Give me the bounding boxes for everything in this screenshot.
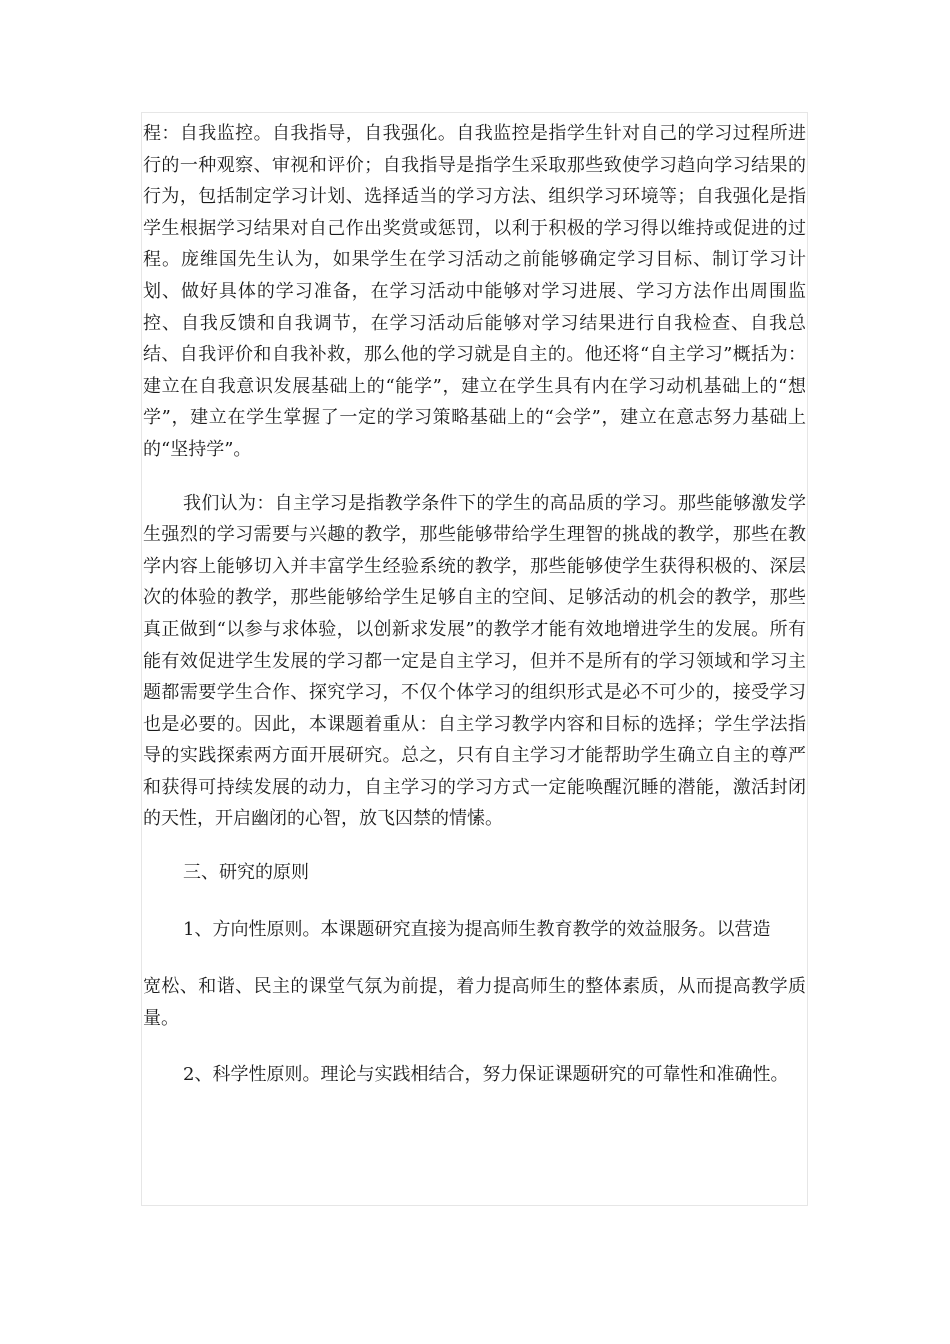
paragraph-self-regulation: 程：自我监控。自我指导，自我强化。自我监控是指学生针对自己的学习过程所进行的一种观察、审视和评价；自我指导是指学生采取那些致使学习趋向学习结果的行为，包括制定学习计划、选择适当的学习方法、组织学习环境等；自我强化是指学生根据学习结果对自己作出奖赏或惩罚，以利于积极的学习得以维持或促进的过程。庞维国先生认为，如果学生在学习活动之前能够确定学习目标、制订学习计划、做好具体的学习准备，在学习活动中能够对学习进展、学习方法作出周围监控、自我反馈和自我调节，在学习活动后能够对学习结果进行自我检查、自我总结、自我评价和自我补救，那么他的学习就是自主的。他还将“自主学习”概括为：建立在自我意识发展基础上的“能学”，建立在学生具有内在学习动机基础上的“想学”，建立在学生掌握了一定的学习策略基础上的“会学”，建立在意志努力基础上的“坚持学”。 xyxy=(143,123,806,460)
section-heading-principles: 三、研究的原则 xyxy=(183,862,309,884)
principle-scientific: 2、科学性原则。理论与实践相结合，努力保证课题研究的可靠性和准确性。 xyxy=(183,1064,789,1086)
principle-direction-rest: 宽松、和谐、民主的课堂气氛为前提，着力提高师生的整体素质，从而提高教学质量。 xyxy=(143,976,806,1029)
document-body xyxy=(143,118,806,1091)
principle-direction xyxy=(143,914,806,1035)
principle-direction-first-line: 1、方向性原则。本课题研究直接为提高师生教育教学的效益服务。以营造 xyxy=(183,918,771,940)
paragraph-our-view: 我们认为：自主学习是指教学条件下的学生的高品质的学习。那些能够激发学生强烈的学习需要与兴趣的教学，那些能够带给学生理智的挑战的教学，那些在教学内容上能够切入并丰富学生经验系统的教学，那些能够使学生获得积极的、深层次的体验的教学，那些能够给学生足够自主的空间、足够活动的机会的教学，那些真正做到“以参与求体验，以创新求发展”的教学才能有效地增进学生的发展。所有能有效促进学生发展的学习都一定是自主学习，但并不是所有的学习领域和学习主题都需要学生合作、探究学习，不仅个体学习的组织形式是必不可少的，接受学习也是必要的。因此，本课题着重从：自主学习教学内容和目标的选择；学生学法指导的实践探索两方面开展研究。总之，只有自主学习才能帮助学生确立自主的尊严和获得可持续发展的动力，自主学习的学习方式一定能唤醒沉睡的潜能，激活封闭的天性，开启幽闭的心智，放飞囚禁的情愫。 xyxy=(143,492,806,830)
